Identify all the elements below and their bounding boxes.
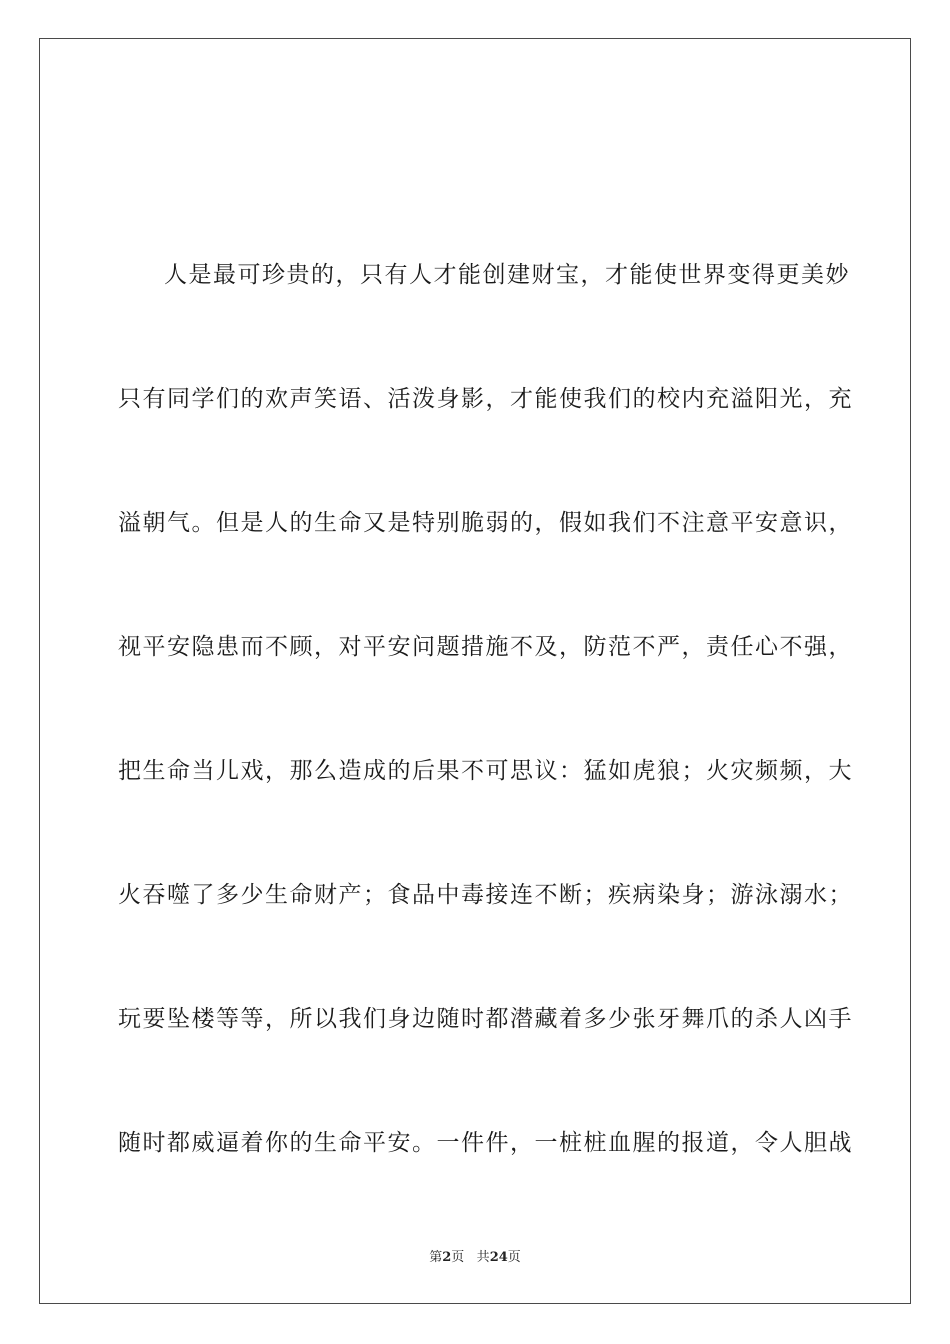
- page-number: 2: [442, 1250, 452, 1265]
- total-pages: 24: [489, 1250, 508, 1265]
- page-footer: [0, 1250, 950, 1266]
- text-line: 玩要坠楼等等，所以我们身边随时都潜藏着多少张牙舞爪的杀人凶手: [118, 1006, 853, 1032]
- total-label-suffix: 页: [507, 1250, 521, 1265]
- page-label-suffix: 页: [451, 1250, 465, 1265]
- page-label-prefix: 第: [429, 1250, 443, 1265]
- text-line: 火吞噬了多少生命财产；食品中毒接连不断；疾病染身；游泳溺水；: [118, 882, 853, 908]
- total-label-prefix: 共: [476, 1250, 490, 1265]
- text-line: 溢朝气。但是人的生命又是特别脆弱的，假如我们不注意平安意识，: [118, 510, 853, 536]
- text-line: 把生命当儿戏，那么造成的后果不可思议：猛如虎狼；火灾频频，大: [118, 758, 853, 784]
- page-border: [39, 38, 911, 1304]
- text-line: 随时都威逼着你的生命平安。一件件，一桩桩血腥的报道，令人胆战: [118, 1130, 853, 1156]
- text-line: 视平安隐患而不顾，对平安问题措施不及，防范不严，责任心不强，: [118, 634, 853, 660]
- text-line: 只有同学们的欢声笑语、活泼身影，才能使我们的校内充溢阳光，充: [118, 386, 853, 412]
- text-line: 人是最可珍贵的，只有人才能创建财宝，才能使世界变得更美妙: [164, 262, 850, 288]
